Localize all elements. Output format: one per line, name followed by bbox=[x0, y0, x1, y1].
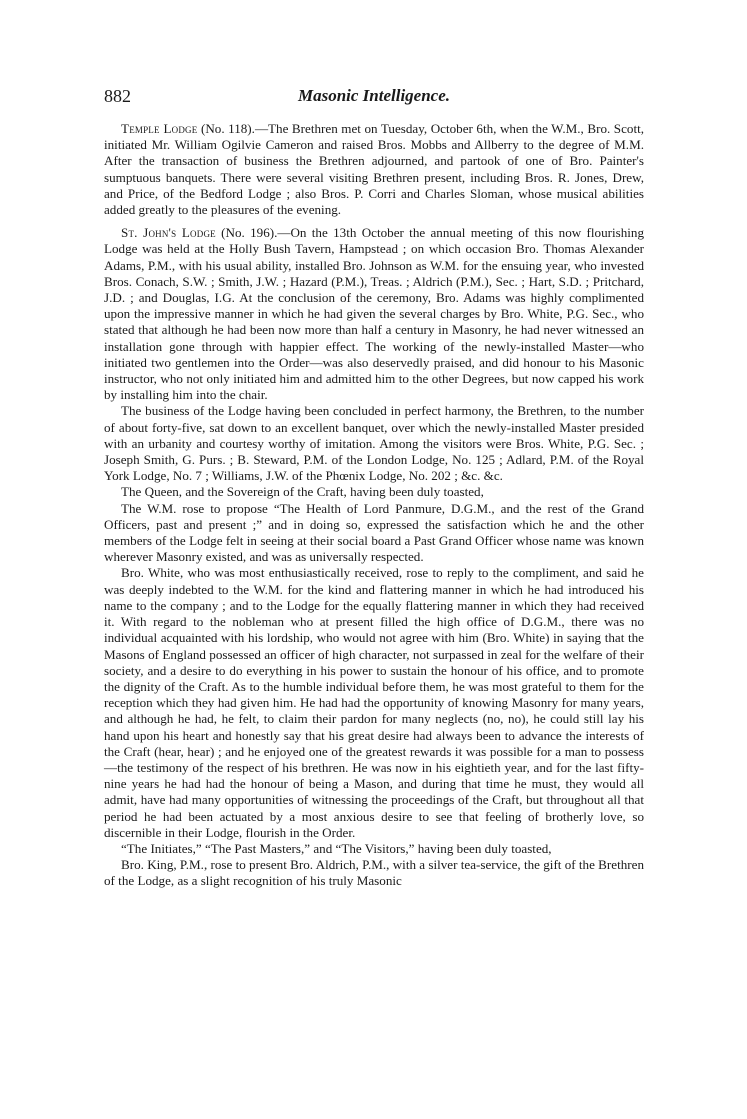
paragraph bbox=[104, 484, 644, 500]
paragraph-text: Bro. White, who was most enthusiastically received, rose to reply to the compliment, and said he was deeply indebted to the W.M. for the kind and flattering manner in which he had introduced his name to the company ; and to the Lodge for the equally flattering manner in which they had received it. With regard to the nobleman who at present filled the high office of D.G.M., there was no individual acquainted with his lordship, who would not agree with him (Bro. White) in saying that the Masons of England possessed an officer of high character, not surpassed in zeal for the welfare of their society, and a desire to do everything in his power to sustain the honour of his office, and to promote the dignity of the Craft. As to the humble individual before them, he was most grateful to them for the reception which they had given him. He had had the opportunity of knowing Masonry for many years, and although he had, he felt, to claim their pardon for many neglects (no, no), he could still lay his hand upon his heart and honestly say that his great desire had always been to advance the interests of the Craft (hear, hear) ; and he enjoyed one of the greatest rewards it was possible for a man to possess—the testimony of the respect of his brethren. He was now in his eightieth year, and for the last fifty-nine years he had had the honour of being a Mason, and during that time he must, they would all admit, have had many opportunities of witnessing the proceedings of the Craft, but throughout all that period he had been actuated by a most anxious desire to see that feeling of brotherly love, so discernible in their Lodge, flourish in the Order. bbox=[104, 565, 644, 840]
paragraph-text: “The Initiates,” “The Past Masters,” and “The Visitors,” having been duly toasted, bbox=[121, 840, 552, 856]
page-number: 882 bbox=[104, 86, 131, 106]
page-header bbox=[104, 86, 644, 110]
lodge-name: Temple Lodge bbox=[121, 121, 198, 136]
paragraph bbox=[104, 403, 644, 484]
paragraph bbox=[104, 565, 644, 840]
paragraph-text: The Queen, and the Sovereign of the Craft, having been duly toasted, bbox=[121, 484, 484, 500]
paragraph bbox=[104, 857, 644, 889]
article-body bbox=[104, 121, 644, 890]
paragraph-text: The business of the Lodge having been concluded in perfect harmony, the Brethren, to the number of about forty-five, sat down to an excellent banquet, over which the newly-installed Master presided with an urbanity and courtesy worthy of imitation. Among the visitors were Bros. White, P.G. Sec. ; Joseph Smith, G. Purs. ; B. Steward, P.M. of the London Lodge, No. 125 ; Adlard, P.M. of the Royal York Lodge, No. 7 ; Williams, J.W. of the Phœnix Lodge, No. 202 ; &c. &c. bbox=[104, 403, 644, 484]
paragraph bbox=[104, 501, 644, 566]
paragraph-text: (No. 196).—On the 13th October the annual meeting of this now flourishing Lodge was held at the Holly Bush Tavern, Hampstead ; on which occasion Bro. Thomas Alexander Adams, P.M., with his usual ability, installed Bro. Johnson as W.M. for the ensuing year, who invested Bros. Conach, S.W. ; Smith, J.W. ; Hazard (P.M.), Treas. ; Aldrich (P.M.), Sec. ; Hart, S.D. ; Pritchard, J.D. ; and Douglas, I.G. At the conclusion of the ceremony, Bro. Adams was highly complimented upon the impressive manner in which he had given the several charges by Bro. White, P.G. Sec., who stated that although he had been now more than half a century in Masonry, he had never witnessed an installation gone through with happier effect. The working of the newly-installed Master—who initiated two gentlemen into the Order—was also deservedly praised, and did honour to his Masonic instructor, who not only initiated him and admitted him to the other Degrees, but now capped his work by installing him into the chair. bbox=[104, 225, 644, 403]
paragraph-text: (No. 118).—The Brethren met on Tuesday, October 6th, when the W.M., Bro. Scott, initiated Mr. William Ogilvie Cameron and raised Bros. Mobbs and Allberry to the degree of M.M. After the transaction of business the Brethren adjourned, and partook of one of Bro. Painter's sumptuous banquets. There were several visiting Brethren present, including Bros. R. Jones, Drew, and Price, of the Bedford Lodge ; also Bros. P. Corri and Charles Sloman, whose musical abilities added greatly to the pleasures of the evening. bbox=[104, 121, 644, 218]
section-paragraph bbox=[104, 121, 644, 218]
section-paragraph bbox=[104, 225, 644, 403]
lodge-name: St. John's Lodge bbox=[121, 225, 216, 241]
paragraph-text: The W.M. rose to propose “The Health of Lord Panmure, D.G.M., and the rest of the Grand Officers, past and present ;” and in doing so, expressed the satisfaction which he and the other members of the Lodge felt in seeing at their social board a Past Grand Officer whose name was known wherever Masonry existed, and was as universally respected. bbox=[104, 500, 644, 565]
paragraph bbox=[104, 841, 644, 857]
running-title: Masonic Intelligence. bbox=[297, 86, 451, 105]
paragraph-text: Bro. King, P.M., rose to present Bro. Aldrich, P.M., with a silver tea-service, the gift of the Brethren of the Lodge, as a slight recognition of his truly Masonic bbox=[104, 857, 644, 889]
